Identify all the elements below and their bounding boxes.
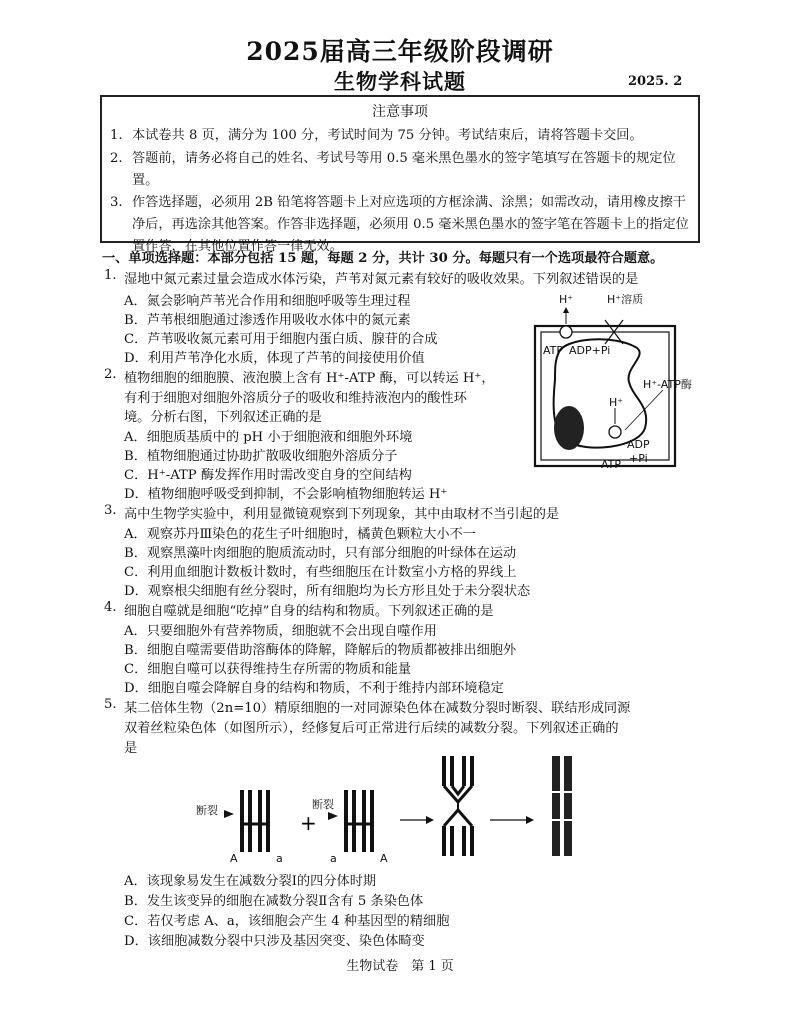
label-break-2: 断裂	[312, 798, 334, 811]
label-atp-top: ATP	[543, 344, 564, 357]
question-stem: 是	[124, 741, 138, 756]
chromosome-diagram	[190, 752, 620, 867]
chromosome-pair-2	[344, 790, 374, 852]
label-gene-A-2: A	[380, 852, 388, 865]
question-stem: 某二倍体生物（2n=10）精原细胞的一对同源染色体在减数分裂时断裂、联结形成同源	[124, 701, 631, 716]
label-atp-bottom: ATP	[601, 458, 622, 471]
arrow-head	[563, 307, 569, 313]
option-d: D．利用芦苇净化水质，体现了芦苇的间接使用价值	[124, 351, 425, 366]
notice-item-text: 答题前，请务必将自己的姓名、考试号等用 0.5 毫米黑色墨水的签字笔填写在答题卡的规定位置。	[132, 151, 676, 188]
notice-item-text: 作答选择题，必须用 2B 铅笔将答题卡上对应选项的方框涂满、涂黑；如需改动，请用橡皮擦干净后，再选涂其他答案。作答非选择题，必须用 0.5 毫米黑色墨水的签字笔在答题卡上的指定位置作答，在其他位置作答一律无效。	[132, 195, 689, 254]
option-a: A．细胞质基质中的 pH 小于细胞液和细胞外环境	[124, 430, 413, 445]
plus-sign: +	[300, 811, 317, 835]
notice-title: 注意事项	[372, 104, 428, 120]
question-stem: 境。分析右图，下列叙述正确的是	[124, 410, 322, 425]
nucleus	[554, 406, 584, 450]
label-adp-bottom: ADP	[627, 438, 650, 451]
question-stem: 双着丝粒染色体（如图所示），经修复后可正常进行后续的减数分裂。下列叙述正确的	[124, 721, 619, 736]
option-a: A．该现象易发生在减数分裂Ⅰ的四分体时期	[124, 874, 377, 889]
question-stem: 植物细胞的细胞膜、液泡膜上含有 H⁺-ATP 酶，可以转运 H⁺，	[124, 371, 495, 386]
option-a: A．观察苏丹Ⅲ染色的花生子叶细胞时，橘黄色颗粒大小不一	[124, 527, 476, 542]
question-number: 1.	[104, 268, 117, 283]
option-a: A．氮会影响芦苇光合作用和细胞呼吸等生理过程	[124, 294, 411, 309]
arrow-head	[426, 816, 434, 824]
atpase-pump-top	[560, 326, 572, 338]
cell-transport-diagram	[525, 290, 695, 475]
notice-item-number: 1.	[110, 128, 123, 143]
section-heading: 一、单项选择题：本部分包括 15 题，每题 2 分，共计 30 分。每题只有一个选项最符合题意。	[102, 251, 664, 266]
enzyme-leader-line	[625, 390, 663, 430]
option-b: B．芦苇根细胞通过渗透作用吸收水体中的氮元素	[124, 313, 411, 328]
label-adp-top: ADP+Pi	[569, 344, 611, 357]
dicentric-chromosome	[444, 756, 472, 856]
notice-item-text: 本试卷共 8 页，满分为 100 分，考试时间为 75 分钟。考试结束后，请将答题卡交回。	[132, 128, 643, 143]
notice-box	[100, 95, 700, 254]
option-c: C．芦苇吸收氮元素可用于细胞内蛋白质、腺苷的合成	[124, 332, 438, 347]
option-d: D．植物细胞呼吸受到抑制，不会影响植物细胞转运 H⁺	[124, 487, 448, 502]
break-arrow-1	[224, 810, 234, 818]
option-d: D．该细胞减数分裂中只涉及基因突变、染色体畸变	[124, 934, 425, 949]
notice-item-number: 3.	[110, 195, 123, 210]
option-a: A．只要细胞外有营养物质，细胞就不会出现自噬作用	[124, 624, 437, 639]
question-stem: 湿地中氮元素过量会造成水体污染，芦苇对氮元素有较好的吸收效果。下列叙述错误的是	[124, 272, 639, 287]
question-stem: 细胞自噬就是细胞“吃掉”自身的结构和物质。下列叙述正确的是	[124, 604, 494, 619]
option-c: C．细胞自噬可以获得维持生存所需的物质和能量	[124, 662, 412, 677]
repaired-chromosome	[550, 756, 574, 856]
question-number: 5.	[104, 697, 117, 712]
question-number: 2.	[104, 367, 117, 382]
exam-subtitle: 生物学科试题	[334, 69, 466, 94]
label-h-inner: H⁺	[609, 396, 624, 409]
option-c: C．若仅考虑 A、a，该细胞会产生 4 种基因型的精细胞	[124, 914, 450, 929]
label-gene-a-1: a	[276, 852, 283, 865]
option-b: B．发生该变异的细胞在减数分裂Ⅱ含有 5 条染色体	[124, 894, 424, 909]
option-b: B．细胞自噬需要借助溶酶体的降解，降解后的物质都被排出细胞外	[124, 643, 517, 658]
question-stem: 高中生物学实验中，利用显微镜观察到下列现象，其中由取材不当引起的是	[124, 507, 560, 522]
label-solute: H⁺溶质	[607, 293, 644, 306]
question-number: 4.	[104, 600, 117, 615]
label-h-top: H⁺	[559, 293, 574, 306]
option-b: B．观察黑藻叶肉细胞的胞质流动时，只有部分细胞的叶绿体在运动	[124, 546, 517, 561]
exam-title: 2025届高三年级阶段调研	[246, 37, 554, 66]
option-d: D．细胞自噬会降解自身的结构和物质，不利于维持内部环境稳定	[124, 681, 504, 696]
notice-item-number: 2.	[110, 151, 123, 166]
option-c: C．利用血细胞计数板计数时，有些细胞压在计数室小方格的界线上	[124, 565, 517, 580]
atpase-pump-vacuole	[609, 426, 621, 438]
label-enzyme: H⁺-ATP酶	[643, 378, 692, 391]
break-arrow-2	[328, 812, 338, 820]
option-c: C．H⁺-ATP 酶发挥作用时需改变自身的空间结构	[124, 468, 412, 483]
arrow-head	[526, 816, 534, 824]
exam-date: 2025. 2	[628, 74, 683, 89]
label-break-1: 断裂	[196, 804, 218, 817]
label-pi-bottom: +Pi	[629, 452, 648, 465]
option-d: D．观察根尖细胞有丝分裂时，所有细胞均为长方形且处于未分裂状态	[124, 584, 531, 599]
question-stem: 有利于细胞对细胞外溶质分子的吸收和维持液泡内的酸性环	[124, 391, 467, 406]
page-footer: 生物试卷 第 1 页	[346, 959, 454, 974]
label-gene-a-2: a	[330, 852, 337, 865]
question-number: 3.	[104, 503, 117, 518]
option-b: B．植物细胞通过协助扩散吸收细胞外溶质分子	[124, 449, 398, 464]
label-gene-A-1: A	[230, 852, 238, 865]
chromosome-pair-1	[240, 790, 270, 852]
